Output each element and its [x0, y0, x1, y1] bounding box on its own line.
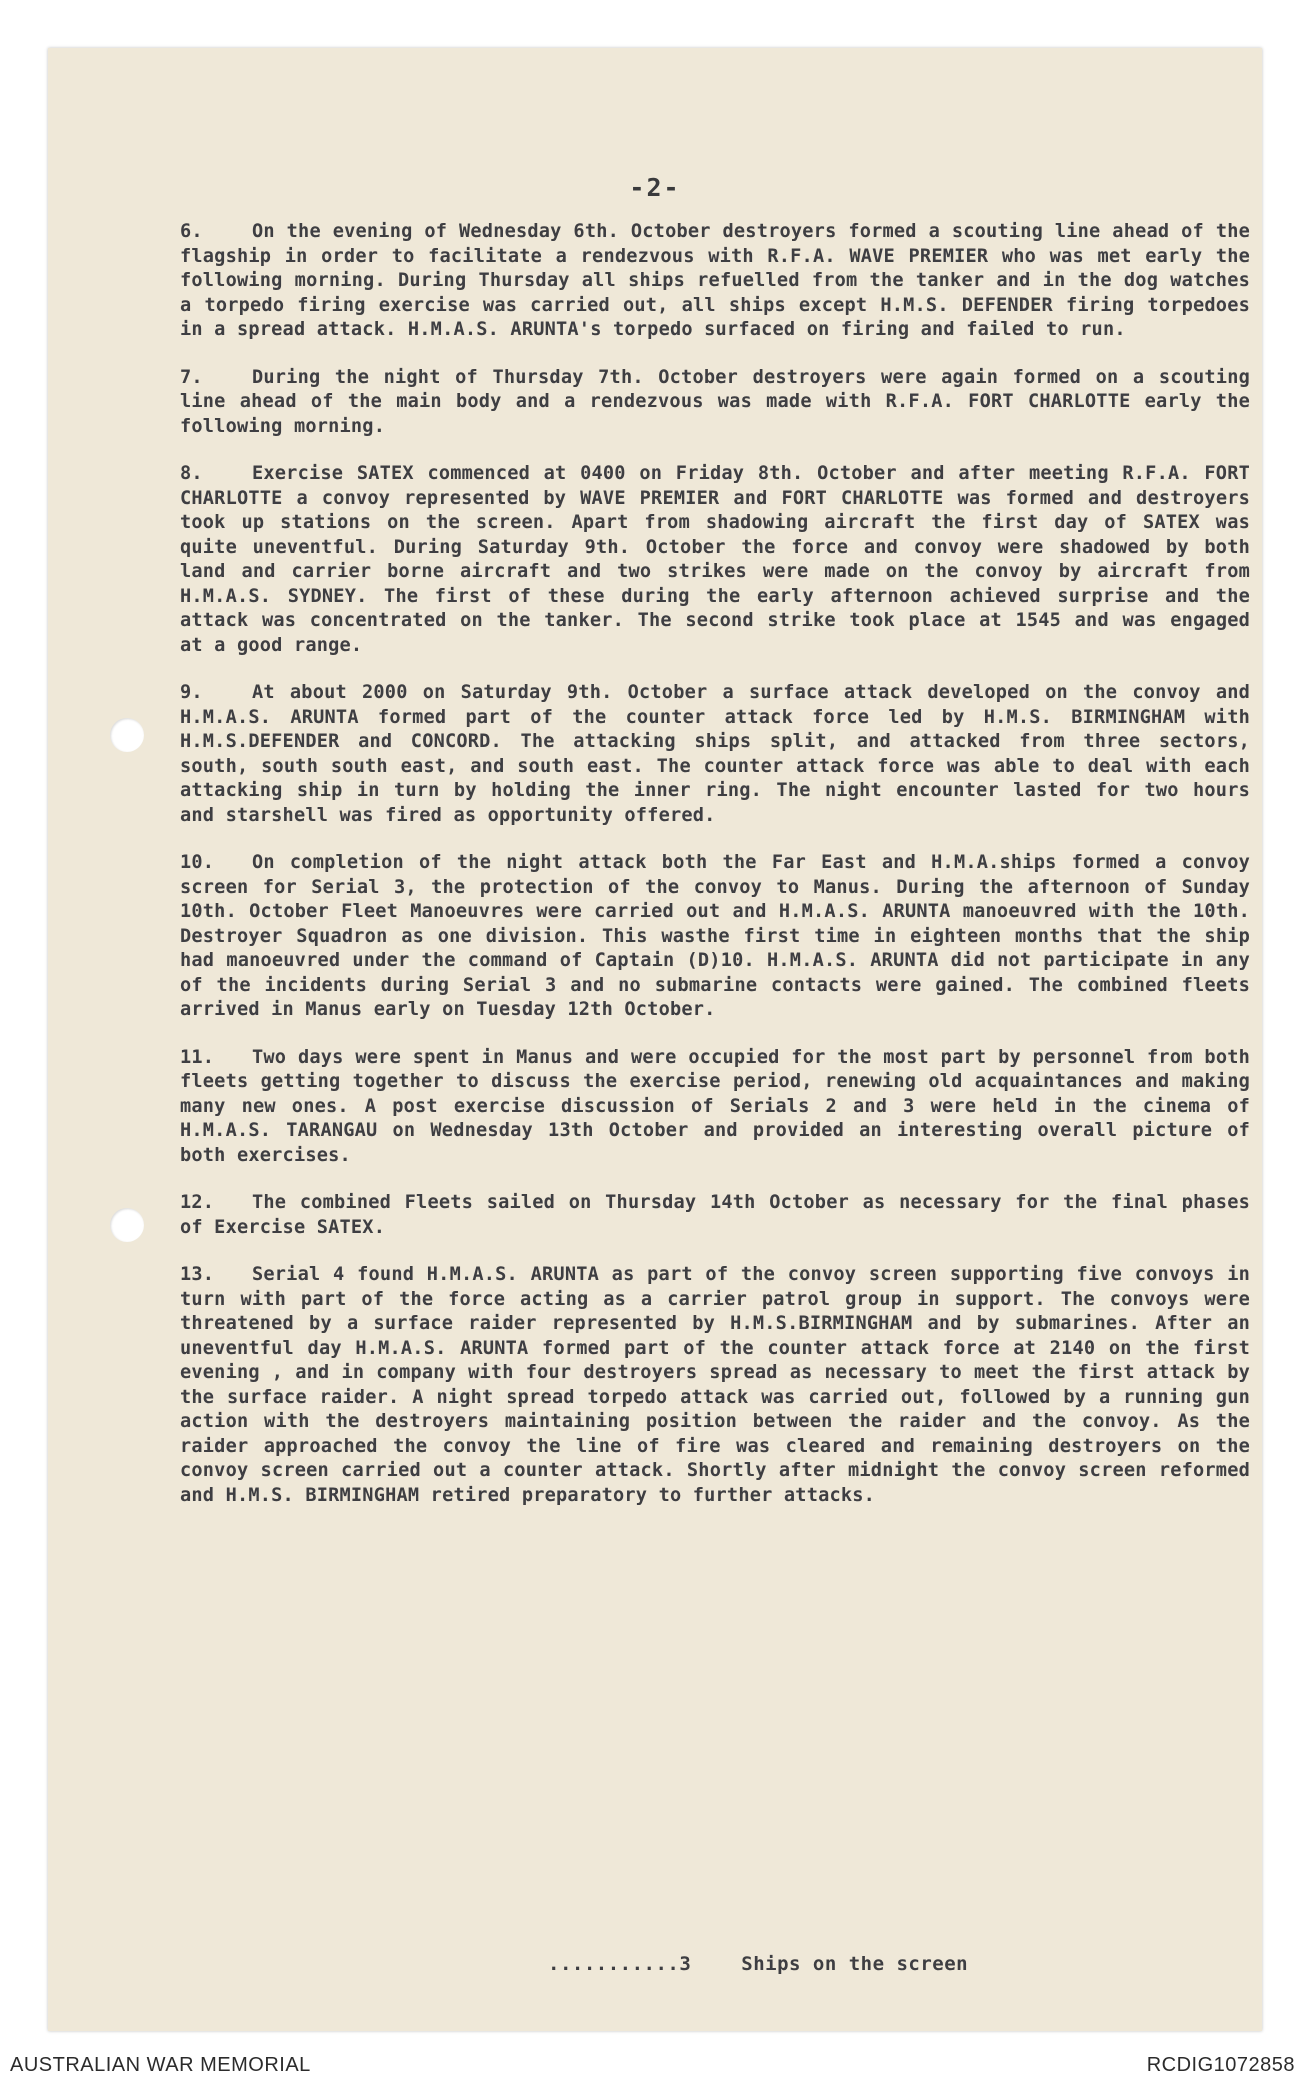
- paragraph-9: [180, 681, 1250, 828]
- paragraph-text: Two days were spent in Manus and were occupied for the most part by personnel from both fleets getting together to discuss the exercise period, renewing old acquaintances and making many new ones. A post exercise discussion of Serials 2 and 3 were held in the cinema of H.M.A.S. TARANGAU on Wednesday 13th October and provided an interesting overall picture of both exercises.: [180, 1046, 1250, 1166]
- paragraph-text: Exercise SATEX commenced at 0400 on Friday 8th. October and after meeting R.F.A. FORT CHARLOTTE a convoy represented by WAVE PREMIER and FORT CHARLOTTE was formed and destroyers took up stations on the screen. Apart from shadowing aircraft the first day of SATEX was quite uneventful. During Saturday 9th. October the force and convoy were shadowed by both land and carrier borne aircraft and two strikes were made on the convoy by aircraft from H.M.A.S. SYDNEY. The first of these during the early afternoon achieved surprise and the attack was concentrated on the tanker. The second strike took place at 1545 and was engaged at a good range.: [180, 463, 1250, 656]
- record-id: RCDIG1072858: [1146, 2054, 1295, 2076]
- catchword-text: Ships on the screen: [741, 1953, 969, 1975]
- paragraph-number: 11.: [180, 1046, 215, 1068]
- paragraph-6: [180, 220, 1250, 343]
- paragraph-text: At about 2000 on Saturday 9th. October a surface attack developed on the convoy and H.M.A.S. ARUNTA formed part of the counter attack force led by H.M.S. BIRMINGHAM with H.M.S.DEFENDER and CONCORD. The attacking ships split, and attacked from three sectors, south, south south east, and south east. The counter attack force was able to deal with each attacking ship in turn by holding the inner ring. The night encounter lasted for two hours and starshell was fired as opportunity offered.: [180, 682, 1250, 826]
- paragraph-number: 12.: [180, 1192, 215, 1213]
- paragraph-number: 8.: [180, 463, 203, 484]
- catchword-prefix: ...........3: [548, 1953, 692, 1975]
- paragraph-text: On completion of the night attack both the Far East and H.M.A.ships formed a convoy screen for Serial 3, the protection of the convoy to Manus. During the afternoon of Sunday 10th. October Fleet Manoeuvres were carried out and H.M.A.S. ARUNTA manoeuvred with the 10th. Destroyer Squadron as one division. This wasthe first time in eighteen months that the ship had manoeuvred under the command of Captain (D)10. H.M.A.S. ARUNTA did not participate in any of the incidents during Serial 3 and no submarine contacts were gained. The combined fleets arrived in Manus early on Tuesday 12th October.: [180, 852, 1250, 1020]
- punch-hole-bottom: [110, 1208, 144, 1242]
- paragraph-number: 9.: [180, 682, 203, 703]
- paragraph-10: [180, 851, 1250, 1023]
- paragraph-text: Serial 4 found H.M.A.S. ARUNTA as part of the convoy screen supporting five convoys in turn with part of the force acting as a carrier patrol group in support. The convoys were threatened by a surface raider represented by H.M.S.BIRMINGHAM and by submarines. After an uneventful day H.M.A.S. ARUNTA formed part of the counter attack force at 2140 on the first evening , and in company with four destroyers spread as necessary to meet the first attack by the surface raider. A night spread torpedo attack was carried out, followed by a running gun action with the destroyers maintaining position between the raider and the convoy. As the raider approached the convoy the line of fire was cleared and remaining destroyers on the convoy screen carried out a counter attack. Shortly after midnight the convoy screen reformed and H.M.S. BIRMINGHAM retired preparatory to further attacks.: [180, 1264, 1250, 1506]
- paragraph-number: 7.: [180, 366, 203, 388]
- page-number: -2-: [629, 173, 681, 202]
- punch-hole-top: [110, 718, 144, 752]
- paragraph-text: The combined Fleets sailed on Thursday 14th October as necessary for the final phases of Exercise SATEX.: [180, 1192, 1250, 1238]
- paragraph-number: 13.: [180, 1264, 215, 1285]
- paragraph-number: 6.: [180, 221, 203, 242]
- paragraph-13: [180, 1263, 1250, 1508]
- paragraph-number: 10.: [180, 852, 215, 873]
- paragraph-11: [180, 1046, 1250, 1169]
- paragraph-12: [180, 1191, 1250, 1240]
- institution-name: AUSTRALIAN WAR MEMORIAL: [10, 2054, 311, 2076]
- paragraph-7: [180, 366, 1250, 440]
- document-body: [180, 220, 1250, 1531]
- archive-caption-bar: [0, 2050, 1309, 2082]
- paragraph-8: [180, 462, 1250, 658]
- paragraph-text: On the evening of Wednesday 6th. October destroyers formed a scouting line ahead of the flagship in order to facilitate a rendezvous with R.F.A. WAVE PREMIER who was met early the following morning. During Thursday all ships refuelled from the tanker and in the dog watches a torpedo firing exercise was carried out, all ships except H.M.S. DEFENDER firing torpedoes in a spread attack. H.M.A.S. ARUNTA's torpedo surfaced on firing and failed to run.: [180, 221, 1250, 340]
- paragraph-text: During the night of Thursday 7th. October destroyers were again formed on a scouting line ahead of the main body and a rendezvous was made with R.F.A. FORT CHARLOTTE early the following morning.: [180, 366, 1250, 437]
- catchword: [548, 1953, 968, 1975]
- document-page: [48, 48, 1262, 2031]
